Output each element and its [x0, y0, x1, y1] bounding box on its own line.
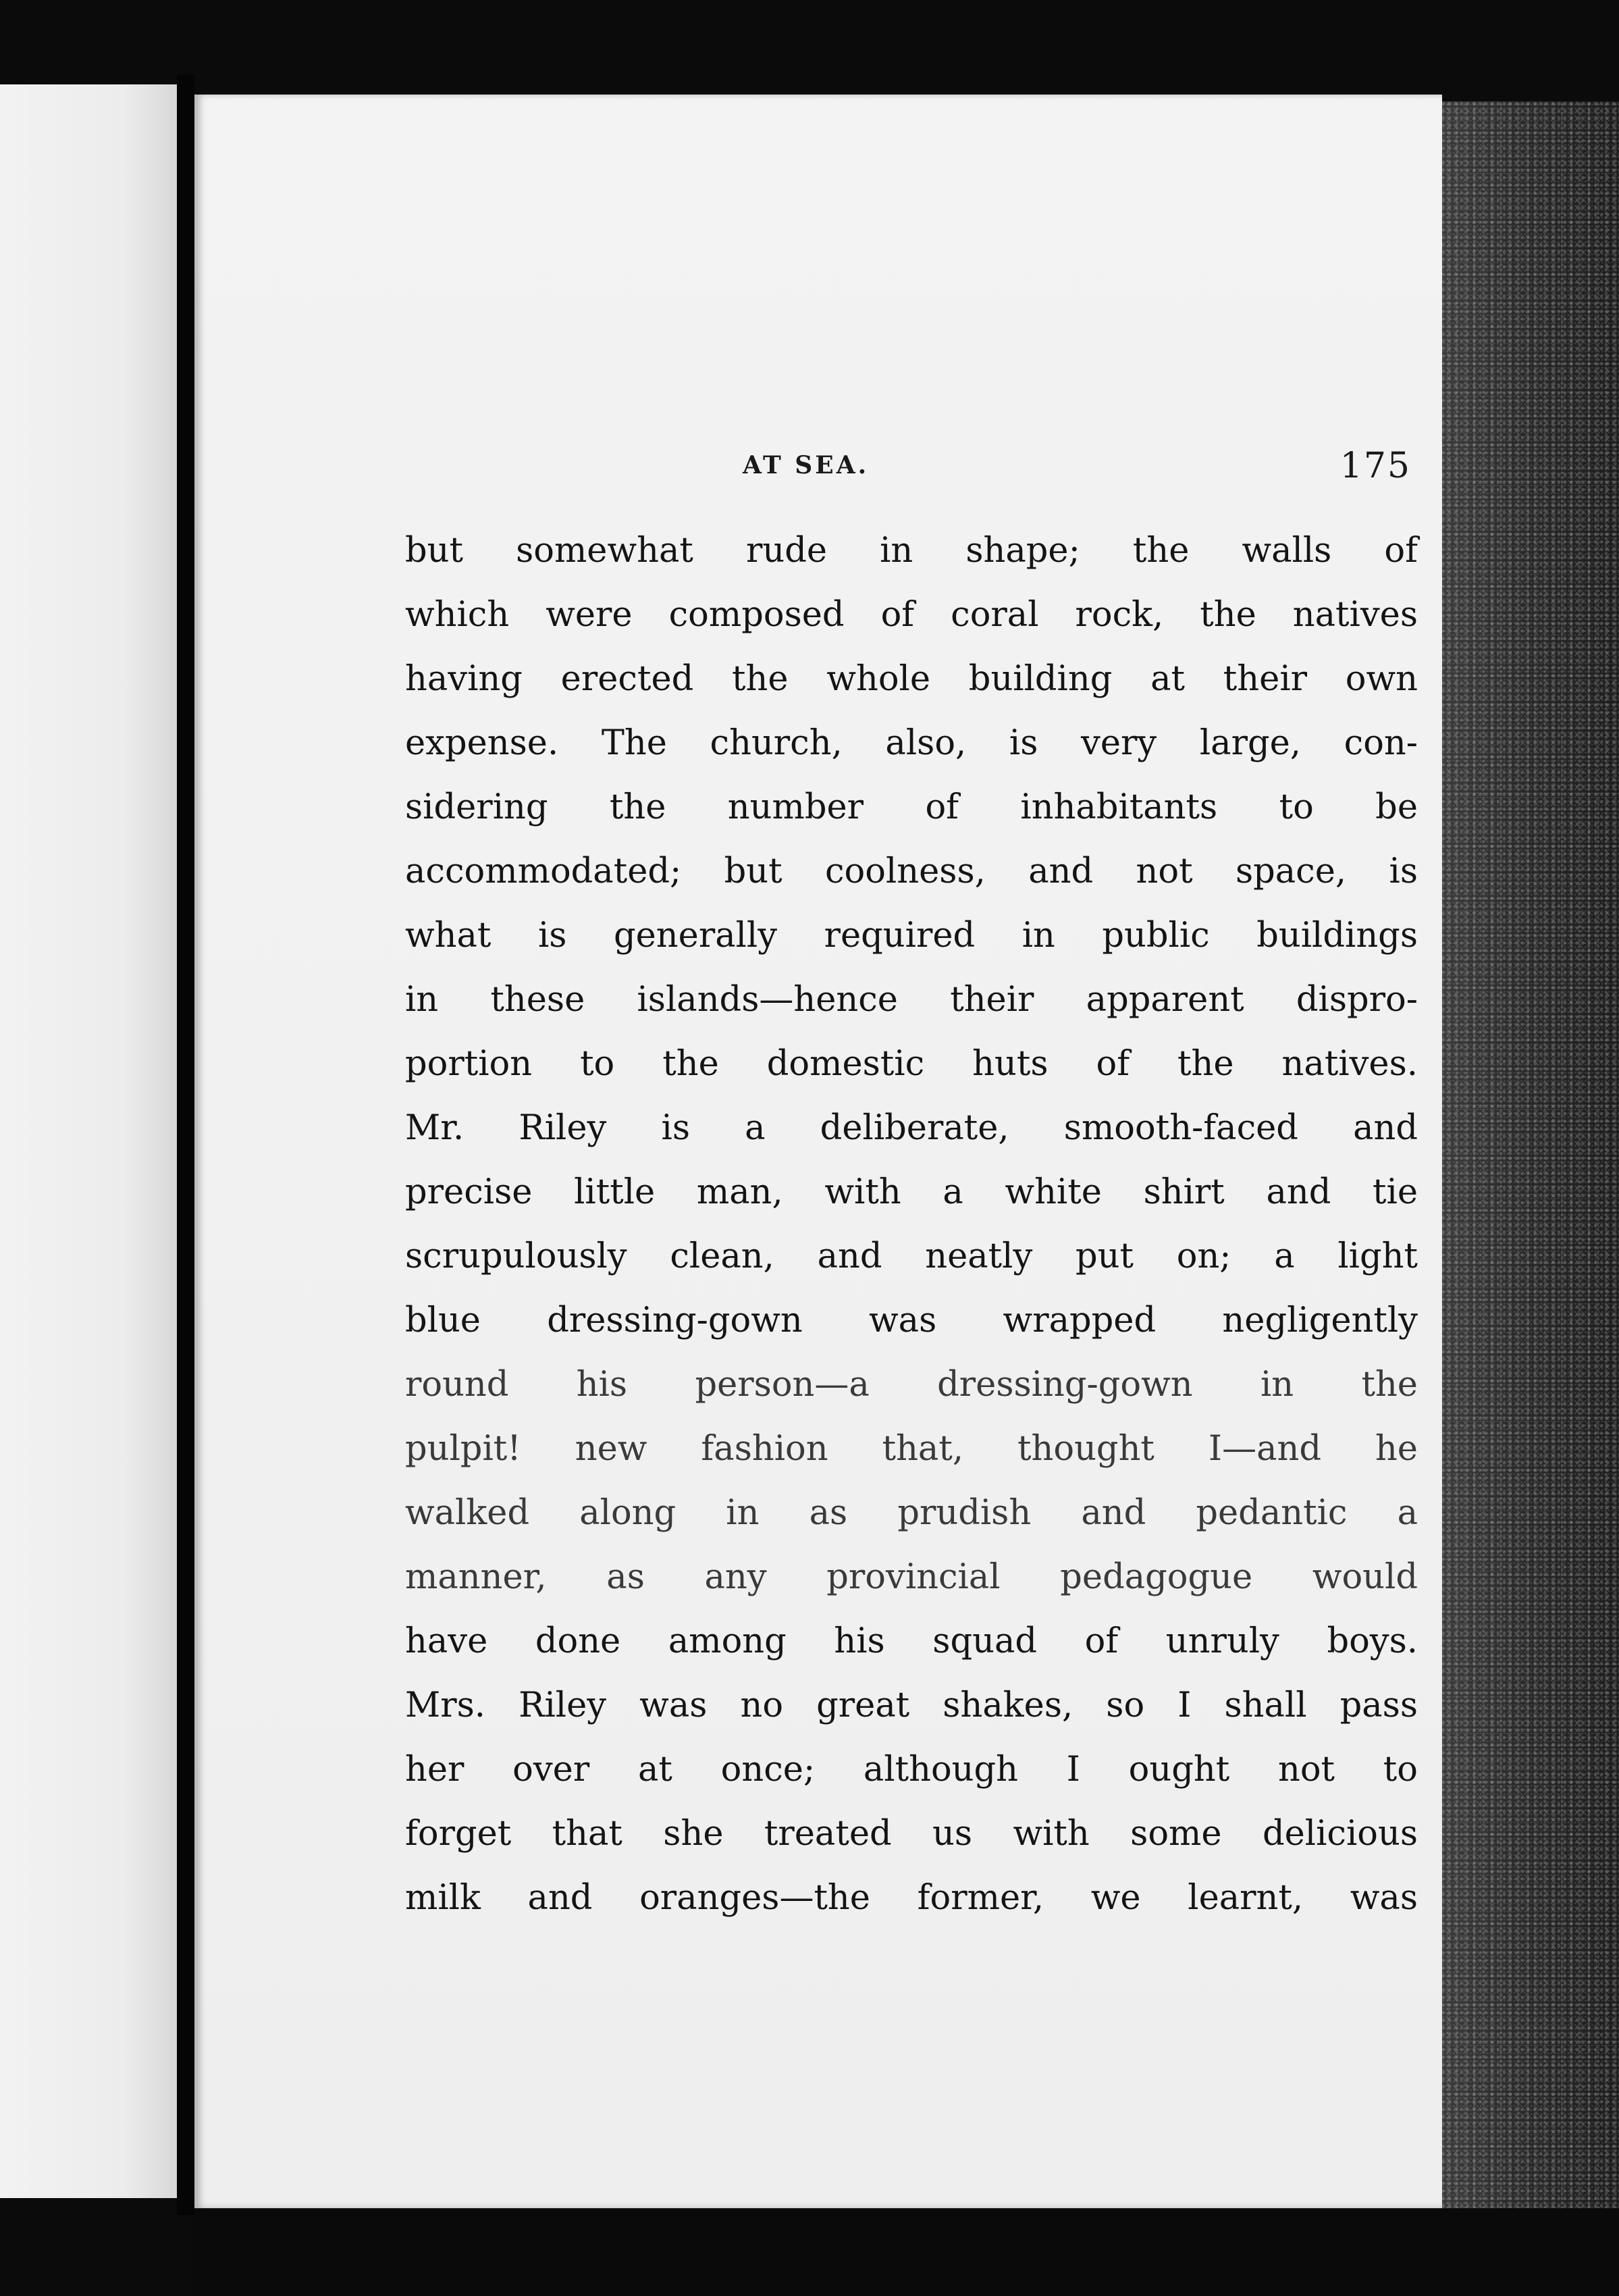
- running-head: [194, 446, 1442, 493]
- text-line: Mrs. Riley was no great shakes, so I shall pass: [405, 1686, 1418, 1725]
- text-line: blue dressing-gown was wrapped negligently: [405, 1301, 1418, 1340]
- text-line: forget that she treated us with some delicious: [405, 1814, 1418, 1854]
- text-line: round his person—a dressing-gown in the: [405, 1365, 1418, 1405]
- text-line: have done among his squad of unruly boys.: [405, 1621, 1418, 1661]
- text-line: walked along in as prudish and pedantic a: [405, 1493, 1418, 1533]
- running-head-title: AT SEA.: [743, 451, 870, 479]
- text-line: accommodated; but coolness, and not space, is: [405, 852, 1418, 891]
- text-line: pulpit! new fashion that, thought I—and he: [405, 1429, 1418, 1469]
- text-line: precise little man, with a white shirt and tie: [405, 1172, 1418, 1212]
- text-line: having erected the whole building at their own: [405, 659, 1418, 699]
- text-line: scrupulously clean, and neatly put on; a light: [405, 1236, 1418, 1276]
- book-gutter: [177, 74, 194, 2215]
- text-line: Mr. Riley is a deliberate, smooth-faced and: [405, 1108, 1418, 1148]
- book-page: [194, 95, 1442, 2208]
- text-line: sidering the number of inhabitants to be: [405, 787, 1418, 827]
- book-fore-edge: [1442, 101, 1619, 2215]
- scan-bottom-border: [194, 2208, 1619, 2296]
- facing-page: [0, 84, 177, 2198]
- body-text: [405, 519, 1418, 1930]
- page-number: 175: [1339, 446, 1411, 486]
- text-line: what is generally required in public buildings: [405, 916, 1418, 956]
- text-line: portion to the domestic huts of the natives.: [405, 1044, 1418, 1084]
- text-line: but somewhat rude in shape; the walls of: [405, 531, 1418, 571]
- text-line: expense. The church, also, is very large, con-: [405, 723, 1418, 763]
- text-line: her over at once; although I ought not to: [405, 1750, 1418, 1790]
- text-line: which were composed of coral rock, the natives: [405, 595, 1418, 635]
- text-line: milk and oranges—the former, we learnt, was: [405, 1878, 1418, 1918]
- text-line: manner, as any provincial pedagogue would: [405, 1557, 1418, 1597]
- text-line: in these islands—hence their apparent dispro-: [405, 980, 1418, 1020]
